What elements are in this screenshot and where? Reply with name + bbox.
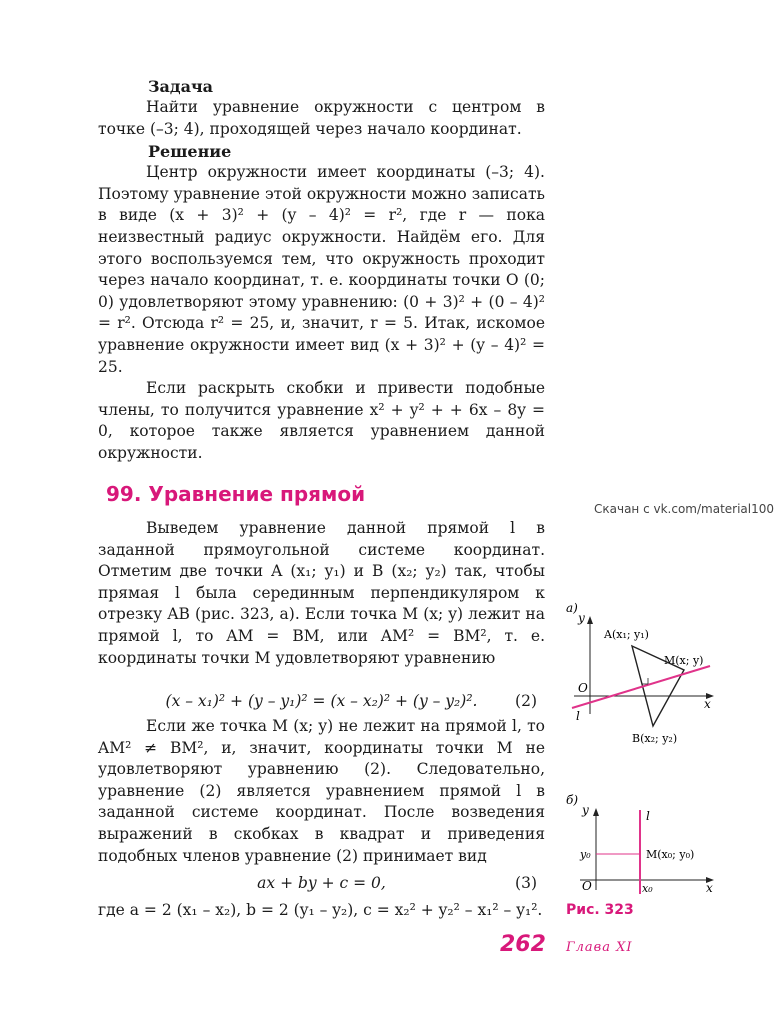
fig-a-line-label: l bbox=[576, 709, 580, 723]
where-line: где a = 2 (x₁ – x₂), b = 2 (y₁ – y₂), c = x₂² + y₂² – x₁² – y₁². bbox=[98, 901, 543, 919]
fig-a-x-label: x bbox=[704, 697, 711, 711]
fig-b-line-label: l bbox=[646, 809, 650, 823]
point-a-label: A(x₁; y₁) bbox=[604, 628, 649, 641]
figure-caption: Рис. 323 bbox=[566, 902, 634, 918]
solution-heading: Решение bbox=[148, 142, 232, 162]
page-number: 262 bbox=[500, 932, 546, 957]
fig-a-y-label: y bbox=[578, 611, 585, 625]
section-paragraph-1-block bbox=[98, 518, 545, 669]
line-l bbox=[572, 666, 710, 708]
task-text: Найти уравнение окружности с центром в точке (–3; 4), проходящей через начало координат. bbox=[98, 98, 545, 138]
section-paragraph-2-block bbox=[98, 716, 545, 867]
equation-3-number: (3) bbox=[515, 874, 537, 892]
solution-paragraph-2: Если раскрыть скобки и привести подобные члены, то получится уравнение x² + y² + + 6x – 8y = 0, которое также является уравнением данной окружности. bbox=[98, 379, 545, 462]
task-block bbox=[98, 76, 545, 465]
where-line-block bbox=[98, 900, 545, 922]
point-m0-label: M(x₀; y₀) bbox=[646, 848, 695, 861]
section-title: 99. Уравнение прямой bbox=[106, 482, 366, 506]
figure-323a bbox=[560, 598, 720, 748]
equation-2-text: (x – x₁)² + (y – y₁)² = (x – x₂)² + (y – y₂)². bbox=[165, 692, 478, 710]
fig-b-x-label: x bbox=[706, 881, 713, 895]
y-axis-b-arrow bbox=[593, 808, 599, 816]
solution-paragraph-1: Центр окружности имеет координаты (–3; 4). Поэтому уравнение этой окружности можно записать в виде (x + 3)² + (y – 4)² = r², где r — пока неизвестный радиус окружности. Найдём его. Для этого воспользуемся тем, что окружность проходит через начало координат, т. е. координаты точки O (0; 0) удовлетворяют этому уравнению: (0 + 3)² + (0 – 4)² = r². Отсюда r² = 25, и, значит, r = 5. Итак, искомое уравнение окружности имеет вид (x + 3)² + (y – 4)² = 25. bbox=[98, 163, 545, 376]
y-axis-arrow bbox=[587, 616, 593, 624]
y0-label: y₀ bbox=[580, 848, 591, 861]
download-watermark: Скачан с vk.com/material100 bbox=[594, 502, 775, 516]
figure-a-label: а) bbox=[566, 601, 578, 615]
chapter-label: Глава XI bbox=[566, 940, 633, 955]
point-m-label: M(x; y) bbox=[664, 654, 704, 667]
equation-3 bbox=[98, 872, 545, 894]
equation-2-number: (2) bbox=[515, 692, 537, 710]
figure-b-label: б) bbox=[566, 793, 579, 807]
equation-2 bbox=[98, 690, 545, 712]
x0-label: x₀ bbox=[642, 882, 653, 895]
section-paragraph-2: Если же точка M (x; y) не лежит на прямой l, то AM² ≠ BM², и, значит, координаты точки M не удовлетворяют уравнению (2). Следовательно, уравнение (2) является уравнением прямой l в заданной системе координат. После возведения выражений в скобках в квадрат и приведения подобных членов уравнение (2) принимает вид bbox=[98, 717, 545, 865]
fig-b-y-label: y bbox=[582, 803, 589, 817]
fig-b-origin-label: O bbox=[582, 879, 592, 893]
section-paragraph-1: Выведем уравнение данной прямой l в заданной прямоугольной системе координат. Отметим две точки A (x₁; y₁) и B (x₂; y₂) так, чтобы прямая l была серединным перпендикуляром к отрезку AB (рис. 323, а). Если точка M (x; y) лежит на прямой l, то AM = BM, или AM² = BM², т. е. координаты точки M удовлетворяют уравнению bbox=[98, 519, 545, 667]
fig-a-origin-label: O bbox=[578, 681, 588, 695]
point-b-label: B(x₂; y₂) bbox=[632, 732, 678, 745]
task-heading: Задача bbox=[148, 77, 214, 96]
figure-323b bbox=[560, 790, 720, 900]
equation-3-text: ax + by + c = 0, bbox=[257, 874, 386, 892]
